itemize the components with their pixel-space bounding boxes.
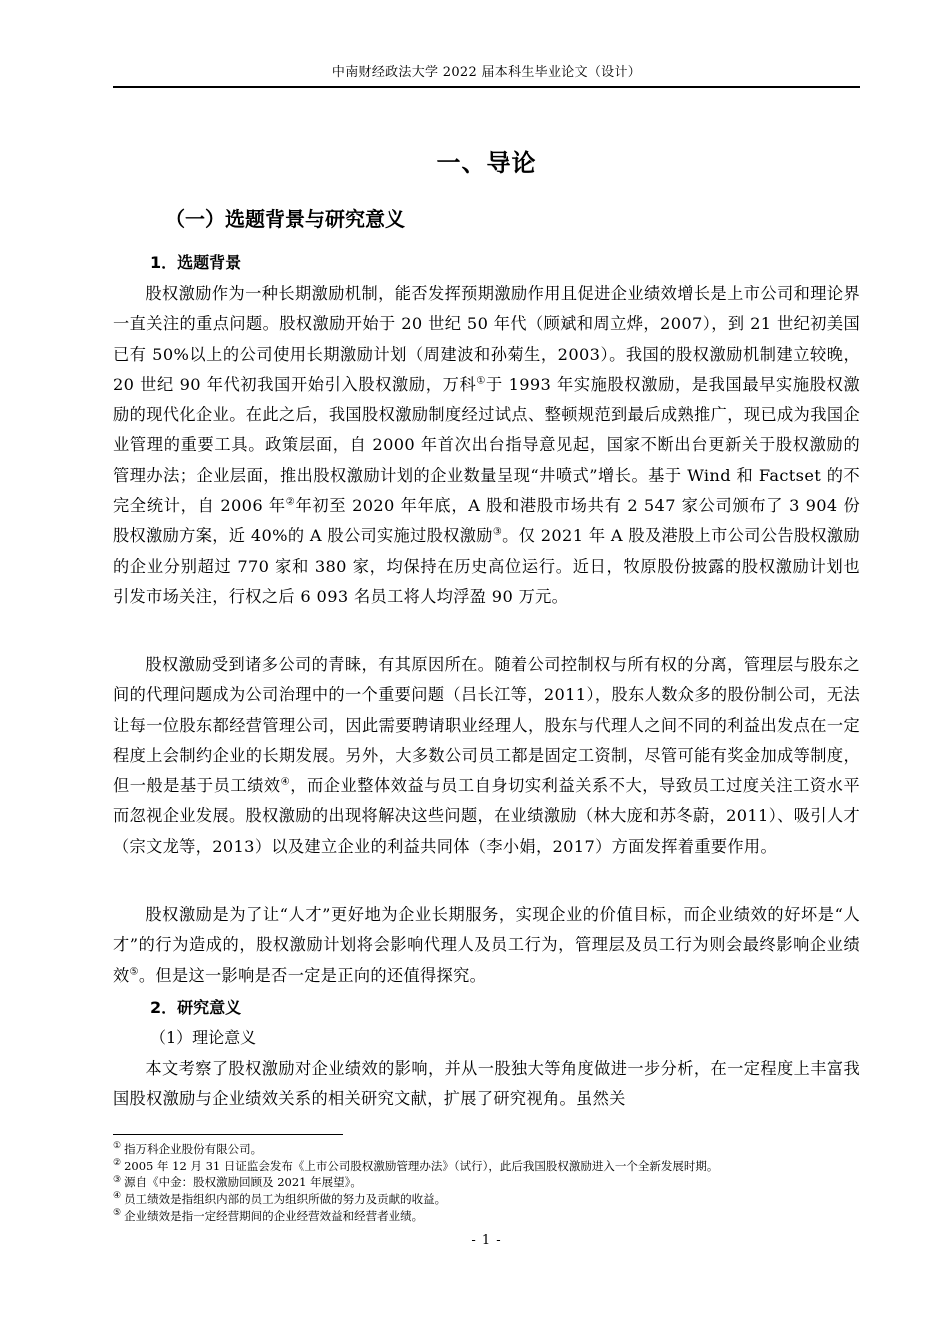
footnote-text: 2005 年 12 月 31 日证监会发布《上市公司股权激励管理办法》（试行），此后我国股权激励进入一个全新发展时期。 — [124, 1158, 719, 1173]
footnote-mark: ① — [113, 1141, 122, 1152]
paragraph-2-text-a: 股权激励受到诸多公司的青睐，有其原因所在。随着公司控制权与所有权的分离，管理层与股东之间的代理问题成为公司治理中的一个重要问题（吕长江等，2011），股东人数众多的股份制公司，无法让每一位股东都经营管理公司，因此需要聘请职业经理人，股东与代理人之间不同的利益出发点在一定程度上会制约企业的长期发展。另外，大多数公司员工都是固定工资制，尽管可能有奖金加成等制度，但一般是基于员工绩效 — [113, 655, 860, 796]
footnote-mark: ⑤ — [113, 1207, 122, 1218]
footnote-text: 源自《中金：股权激励回顾及 2021 年展望》。 — [124, 1175, 362, 1190]
chapter-title: 一、导论 — [436, 149, 537, 177]
page-number: - 1 - — [471, 1233, 502, 1248]
paragraph-2-text-b: ，而企业整体效益与员工自身切实利益关系不大，导致员工过度关注工资水平而忽视企业发展。股权激励的出现将解决这些问题，在业绩激励（林大庞和苏冬蔚，2011）、吸引人才（宗文龙等，2013）以及建立企业的利益共同体（李小娟，2017）方面发挥着重要作用。 — [113, 776, 860, 856]
paragraph-3-text-b: 。但是这一影响是否一定是正向的还值得探究。 — [138, 965, 487, 985]
paragraph-1-text-d: 。仅 2021 年 A 股及港股上市公司公告股权激励的企业分别超过 770 家和 380 家，均保持在历史高位运行。近日，牧原股份披露的股权激励计划也引发市场关注，行权之后 6 093 名员工将人均浮盈 90 万元。 — [113, 526, 860, 606]
paragraph-1-text-c: 年初至 2020 年年底，A 股和港股市场共有 2 547 家公司颁布了 3 904 份股权激励方案，近 40%的 A 股公司实施过股权激励 — [113, 496, 860, 546]
footnote-rule — [113, 1134, 343, 1135]
footnote-2 — [113, 1158, 860, 1175]
header-rule — [113, 86, 860, 88]
paragraph-1-text-a: 股权激励作为一种长期激励机制，能否发挥预期激励作用且促进企业绩效增长是上市公司和理论界一直关注的重点问题。股权激励开始于 20 世纪 50 年代（顾斌和周立烨，2007），到 21 世纪初美国已有 50%以上的公司使用长期激励计划（周建波和孙菊生，2003）。我国的股权激励机制建立较晚，20 世纪 90 年代初我国开始引入股权激励，万科 — [113, 284, 860, 394]
footnote-5 — [113, 1208, 860, 1225]
footnote-text: 企业绩效是指一定经营期间的企业经营效益和经营者业绩。 — [124, 1208, 424, 1223]
paragraph-3-text-a: 股权激励是为了让“人才”更好地为企业长期服务，实现企业的价值目标，而企业绩效的好坏是“人才”的行为造成的，股权激励计划将会影响代理人及员工行为，管理层及员工行为则会最终影响企业绩效 — [113, 905, 860, 985]
paragraph-3 — [113, 900, 860, 991]
footnote-ref-3[interactable]: ③ — [492, 526, 503, 538]
footnote-4 — [113, 1191, 860, 1208]
footnote-ref-4[interactable]: ④ — [280, 776, 291, 788]
section-title: （一）选题背景与研究意义 — [165, 207, 405, 231]
footnote-text: 员工绩效是指组织内部的员工为组织所做的努力及贡献的收益。 — [124, 1192, 447, 1207]
paragraph-2 — [113, 650, 860, 862]
paragraph-1-text-b: 于 1993 年实施股权激励，是我国最早实施股权激励的现代化企业。在此之后，我国股权激励制度经过试点、整顿规范到最后成熟推广，现已成为我国企业管理的重要工具。政策层面，自 2000 年首次出台指导意见起，国家不断出台更新关于股权激励的管理办法；企业层面，推出股权激励计划的企业数量呈现“井喷式”增长。基于 Wind 和 Factset 的不完全统计，自 2006 年 — [113, 374, 860, 516]
footnote-mark: ③ — [113, 1174, 122, 1185]
footnote-1 — [113, 1141, 860, 1158]
footnote-ref-1[interactable]: ① — [476, 375, 486, 387]
footnote-mark: ④ — [113, 1191, 122, 1202]
subheading-theory: （1）理论意义 — [150, 1028, 257, 1047]
paragraph-1 — [113, 279, 860, 612]
footnote-ref-2[interactable]: ② — [285, 496, 296, 508]
footnotes — [113, 1141, 860, 1225]
footnote-ref-5[interactable]: ⑤ — [129, 966, 139, 978]
footnote-text: 指万科企业股份有限公司。 — [124, 1142, 263, 1156]
running-header: 中南财经政法大学 2022 届本科生毕业论文（设计） — [331, 65, 642, 80]
subheading-significance: 2．研究意义 — [150, 998, 242, 1017]
footnote-mark: ② — [113, 1157, 122, 1168]
paragraph-4: 本文考察了股权激励对企业绩效的影响，并从一股独大等角度做进一步分析，在一定程度上丰富我国股权激励与企业绩效关系的相关研究文献，扩展了研究视角。虽然关 — [113, 1059, 860, 1109]
subheading-background: 1．选题背景 — [150, 253, 242, 272]
footnote-3 — [113, 1174, 860, 1191]
